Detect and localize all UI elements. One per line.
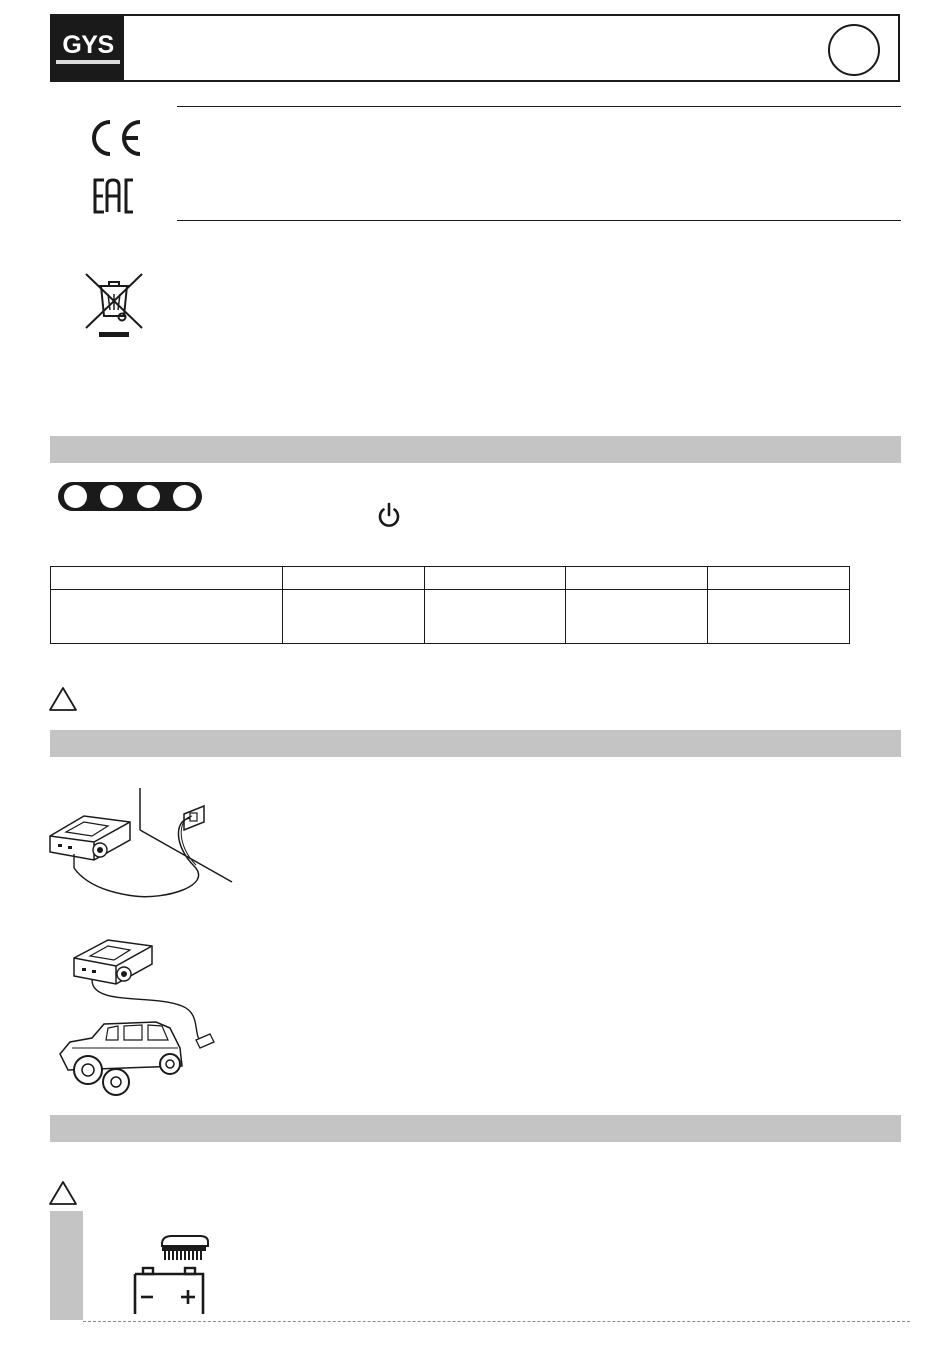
- table-cell: [282, 567, 424, 590]
- charger-vehicle-illustration: [52, 936, 228, 1096]
- led: [64, 485, 87, 508]
- led: [137, 485, 160, 508]
- eac-mark-icon: [93, 178, 135, 214]
- battery-icon: [131, 1266, 207, 1316]
- footer-rule: [83, 1321, 910, 1322]
- language-badge: [828, 24, 880, 76]
- table-row: [51, 590, 850, 644]
- power-icon: [376, 502, 402, 530]
- table-cell: [51, 567, 283, 590]
- table-header-row: [51, 567, 850, 590]
- section-header: [50, 730, 901, 757]
- table-cell: [424, 567, 566, 590]
- led: [173, 485, 196, 508]
- logo-bar: [56, 60, 120, 64]
- table-cell: [708, 590, 850, 644]
- section-header: [50, 436, 901, 463]
- table-cell: [282, 590, 424, 644]
- divider: [177, 106, 901, 107]
- table-cell: [51, 590, 283, 644]
- page-header: [50, 14, 900, 82]
- ce-mark-icon: [84, 118, 146, 158]
- table-cell: [566, 590, 708, 644]
- section-header: [50, 1115, 901, 1142]
- charger-wall-outlet-illustration: [44, 786, 244, 904]
- warning-triangle-icon: [48, 686, 78, 712]
- spec-table: [50, 566, 850, 644]
- brand-name: GYS: [62, 31, 114, 59]
- led-indicator: [58, 482, 202, 511]
- table-cell: [566, 567, 708, 590]
- divider: [177, 220, 901, 221]
- brush-icon: [156, 1234, 212, 1262]
- led: [100, 485, 123, 508]
- table-cell: [424, 590, 566, 644]
- table-cell: [708, 567, 850, 590]
- warning-triangle-icon: [48, 1180, 78, 1206]
- side-tab: [50, 1211, 83, 1320]
- crossed-out-bin-icon: [84, 272, 144, 338]
- brand-logo: [52, 16, 124, 80]
